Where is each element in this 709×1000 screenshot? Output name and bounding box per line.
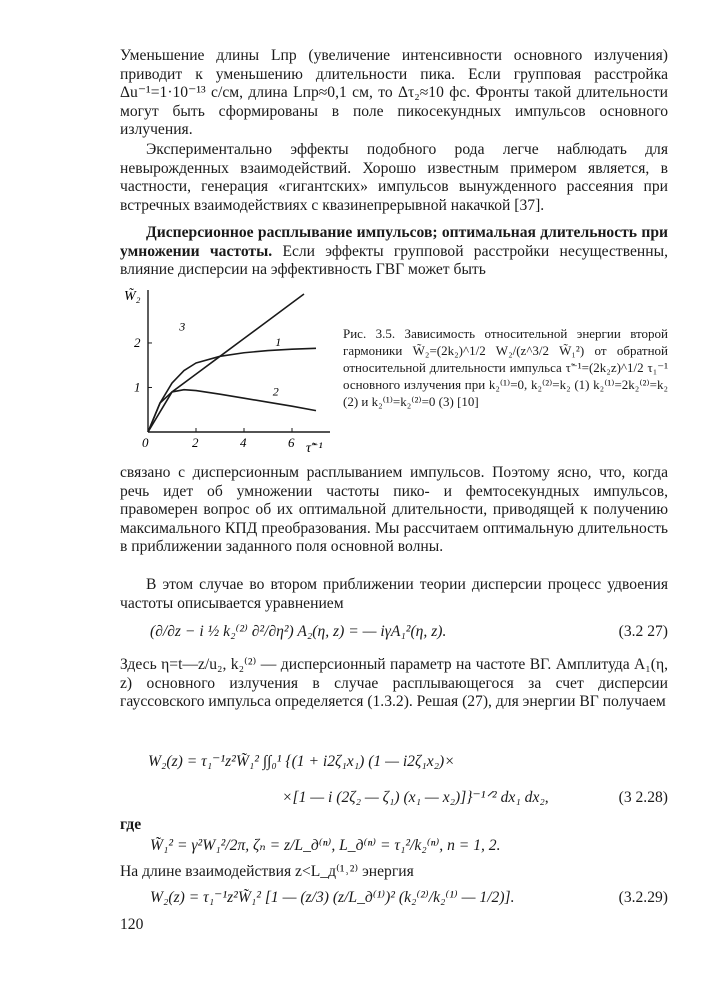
x-tick-label: 4 xyxy=(240,435,247,450)
series-label-2: 2 xyxy=(272,384,279,399)
equation-definitions: W̃₁² = γ²W₁²/2π, ζₙ = z/L_д⁽ⁿ⁾, L_д⁽ⁿ⁾ = τ₁²/k₂⁽ⁿ⁾, n = 1, 2. xyxy=(150,837,501,854)
series-label-3: 3 xyxy=(179,319,186,334)
equation-3-2-29: W₂(z) = τ₁⁻¹z²W̃₁² [1 — (z/3) (z/L_д⁽¹⁾)² (k₂⁽²⁾/k₂⁽¹⁾ — 1/2)]. xyxy=(150,889,515,906)
paragraph-5: В этом случае во втором приближении теории дисперсии процесс удвоения частоты описывается уравнением xyxy=(120,576,668,612)
y-axis-label: W̃₂ xyxy=(124,289,141,304)
x-tick-label: 0 xyxy=(142,435,149,450)
paragraph-2: Экспериментально эффекты подобного рода легче наблюдать для невырожденных взаимодействий. Хорошо известным примером является, в частности, генерация «гигантских» импульсов вынужденного рассеяния при встречных взаимодействиях с квазинепрерывной накачкой [37]. xyxy=(120,141,668,214)
equation-3-2-28-line1: W₂(z) = τ₁⁻¹z²W̃₁² ∫∫₀¹ {(1 + i2ζ₁x₁) (1 — i2ζ₁x₂)× xyxy=(148,753,455,770)
series-label-1: 1 xyxy=(275,335,282,350)
interaction-length-label: На длине взаимодействия z<L_д⁽¹˒²⁾ энергия xyxy=(120,863,414,880)
paragraph-3 xyxy=(120,224,668,280)
where-label: где xyxy=(120,816,142,833)
equation-3-2-28-line2: ×[1 — i (2ζ₂ — ζ₁) (x₁ — x₂)]}⁻¹ᐟ² dx₁ dx₂, xyxy=(282,789,549,806)
series-line-2 xyxy=(148,390,316,432)
series-line-3 xyxy=(148,294,304,432)
figure-caption: Рис. 3.5. Зависимость относительной энергии второй гармоники W̃₂=(2k₂)^1/2 W₂/(z^3/2 W̃₁²) от обратной относительной длительности импульса τ̃⁻¹=(2k₂z)^1/2 τ₁⁻¹ основного излучения при k₂⁽¹⁾=0, k₂⁽²⁾=k₂ (1) k₂⁽¹⁾=2k₂⁽²⁾=k₂ (2) и k₂⁽¹⁾=k₂⁽²⁾=0 (3) [10] xyxy=(343,326,668,409)
equation-number-29: (3.2.29) xyxy=(618,889,668,906)
paragraph-6: Здесь η=t—z/u₂, k₂⁽²⁾ — дисперсионный параметр на частоте ВГ. Амплитуда A₁(η, z) основного излучения в случае расплывающегося за счет дисперсии гауссовского импульса определяется (1.3.2). Решая (27), для энергии ВГ получаем xyxy=(120,656,668,711)
chart-ticks xyxy=(134,335,295,450)
equation-number-27: (3.2 27) xyxy=(618,623,668,640)
y-tick-label: 1 xyxy=(134,379,141,395)
x-axis-label: τ̃⁻¹ xyxy=(306,441,323,456)
section-heading: Дисперсионное расплывание импульсов; оптимальная длительность при умножении частоты. xyxy=(120,224,668,260)
chart-series xyxy=(148,294,316,432)
y-tick-label: 2 xyxy=(134,334,141,350)
figure-3-5 xyxy=(120,282,340,462)
page-number: 120 xyxy=(120,916,144,933)
paragraph-1: Уменьшение длины Lпр (увеличение интенсивности основного излучения) приводит к уменьшению длительности пика. Если групповая расстройка Δu⁻¹=1·10⁻¹³ с/см, длина Lпр≈0,1 см, то Δτ₂≈10 фс. Фронты такой длительности могут быть сформированы в поле пикосекундных импульсов основного излучения. xyxy=(120,47,668,139)
equation-number-28: (3 2.28) xyxy=(618,789,668,806)
x-tick-label: 6 xyxy=(288,435,295,450)
x-tick-label: 2 xyxy=(192,435,199,450)
paragraph-3-text: Если эффекты групповой расстройки несущественны, влияние дисперсии на эффективность ГВГ может быть xyxy=(120,242,668,279)
paragraph-4: связано с дисперсионным расплыванием импульсов. Поэтому ясно, что, когда речь идет об умножении частоты пико- и фемтосекундных импульсов, правомерен вопрос об их оптимальной длительности, приводящей к получению максимального КПД преобразования. Мы рассчитаем оптимальную длительность в приближении заданного поля основной волны. xyxy=(120,464,668,556)
chart-svg xyxy=(120,282,340,462)
equation-3-2-27: (∂/∂z − i ½ k₂⁽²⁾ ∂²/∂η²) A₂(η, z) = — iγA₁²(η, z). xyxy=(150,623,447,640)
